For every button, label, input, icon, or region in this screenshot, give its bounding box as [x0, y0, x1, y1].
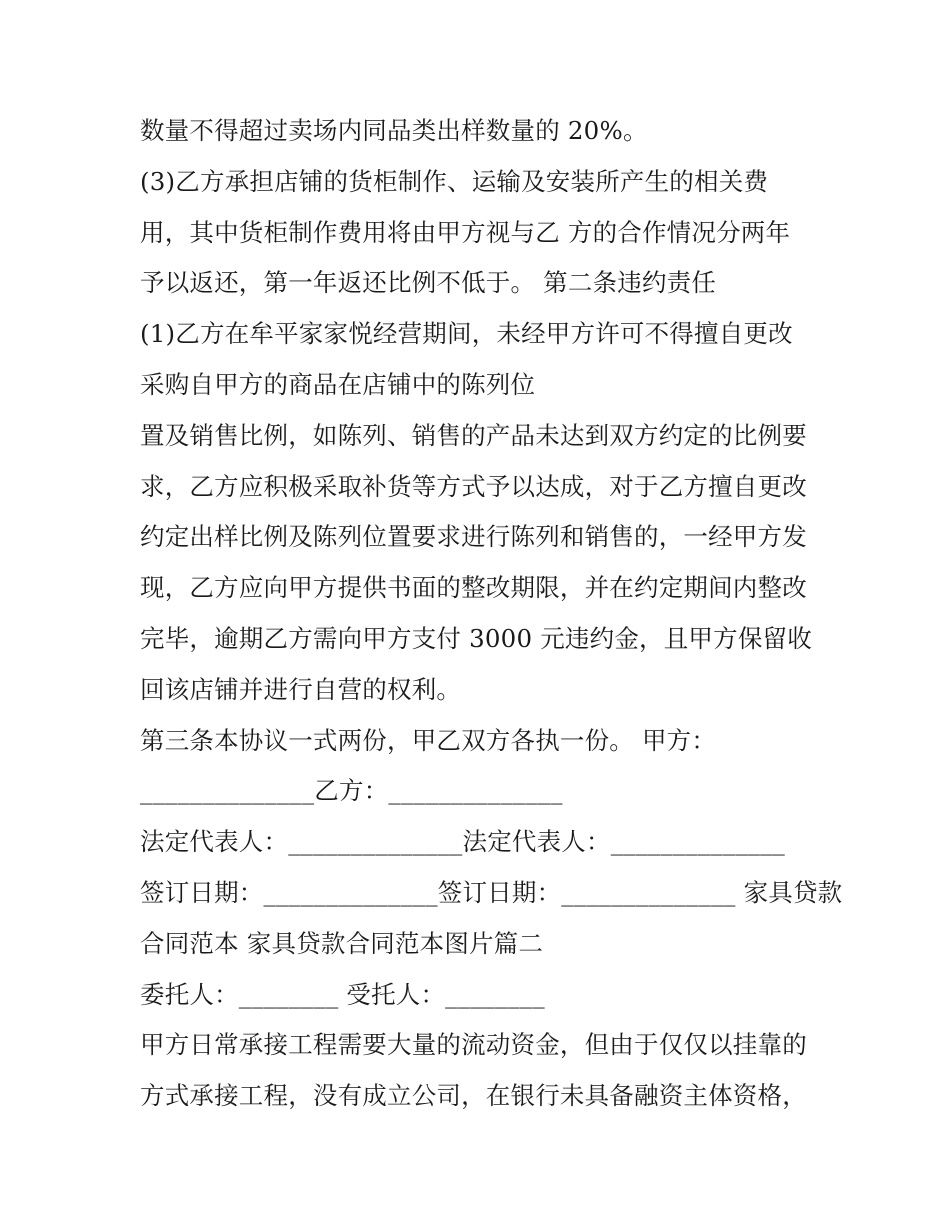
text-line: 予以返还，第一年返还比例不低于。 第二条违约责任 — [140, 268, 717, 298]
section-title-line: 合同范本 家具贷款合同范本图片篇二 — [140, 928, 544, 958]
legal-representative-line: 法定代表人：______________法定代表人：______________ — [140, 827, 785, 857]
text-line: (3)乙方承担店铺的货柜制作、运输及安装所产生的相关费 — [140, 166, 769, 196]
text-line: 约定出样比例及陈列位置要求进行陈列和销售的，一经甲方发 — [140, 522, 807, 552]
signing-date-line: 签订日期：______________签订日期：______________ 家具贷款 — [140, 877, 843, 907]
text-line: 回该店铺并进行自营的权利。 — [140, 674, 462, 704]
text-line: 现，乙方应向甲方提供书面的整改期限，并在约定期间内整改 — [140, 573, 807, 603]
text-line: 置及销售比例，如陈列、销售的产品未达到双方约定的比例要 — [140, 420, 807, 450]
text-line: 方式承接工程，没有成立公司，在银行未具备融资主体资格， — [140, 1081, 807, 1111]
text-line: 采购自甲方的商品在店铺中的陈列位 — [140, 369, 536, 399]
text-line: 求，乙方应积极采取补货等方式予以达成，对于乙方擅自更改 — [140, 471, 807, 501]
text-line: 完毕，逾期乙方需向甲方支付 3000 元违约金，且甲方保留收 — [140, 623, 812, 653]
text-line: 数量不得超过卖场内同品类出样数量的 20%。 — [140, 116, 648, 145]
signature-line-party-a-b: ______________乙方：______________ — [140, 776, 563, 806]
text-line: 用，其中货柜制作费用将由甲方视与乙 方的合作情况分两年 — [140, 217, 791, 247]
text-line: 第三条本协议一式两份，甲乙双方各执一份。 甲方： — [140, 725, 717, 755]
text-line: (1)乙方在牟平家家悦经营期间，未经甲方许可不得擅自更改 — [140, 319, 793, 349]
document-body — [140, 106, 843, 1122]
principal-agent-line: 委托人：________ 受托人：________ — [140, 979, 545, 1009]
text-line: 甲方日常承接工程需要大量的流动资金，但由于仅仅以挂靠的 — [140, 1030, 807, 1060]
